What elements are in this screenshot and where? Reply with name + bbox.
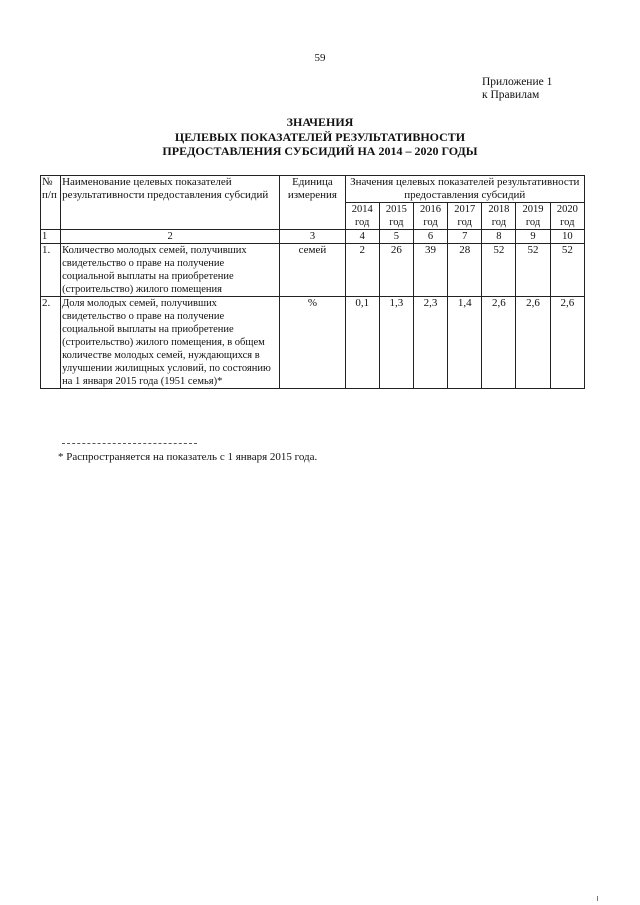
indicator-value: 26: [379, 244, 413, 297]
indicator-value: 52: [516, 244, 550, 297]
column-index: 9: [516, 230, 550, 244]
column-index-row: [41, 230, 585, 244]
column-index: 7: [448, 230, 482, 244]
appendix-line-1: Приложение 1: [482, 76, 553, 88]
indicator-value: 39: [413, 244, 447, 297]
table-row: [41, 297, 585, 389]
title-line-1: ЗНАЧЕНИЯ: [286, 115, 354, 129]
indicator-value: 2,6: [550, 297, 584, 389]
indicator-value: 2,6: [516, 297, 550, 389]
year-header: 2020 год: [550, 203, 584, 230]
column-index: 3: [280, 230, 345, 244]
footnote: * Распространяется на показатель с 1 января 2015 года.: [58, 451, 318, 463]
document-title: [0, 115, 640, 159]
title-line-2: ЦЕЛЕВЫХ ПОКАЗАТЕЛЕЙ РЕЗУЛЬТАТИВНОСТИ: [174, 129, 466, 144]
indicators-table: [40, 175, 585, 389]
indicator-name: Доля молодых семей, получивших свидетельство о праве на получение социальной выплаты на приобретение (строительство) жилого помещения, в общем количестве молодых семей, нуждающихся в улучшении жилищных условий, по состоянию на 1 января 2015 года (1951 семья)*: [61, 297, 280, 389]
indicator-value: 2,3: [413, 297, 447, 389]
appendix-line-2: к Правилам: [482, 89, 540, 101]
header-values: Значения целевых показателей результативности предоставления субсидий: [345, 176, 584, 203]
year-header: 2016 год: [413, 203, 447, 230]
column-index: 1: [41, 230, 61, 244]
scan-edge-mark: [597, 896, 598, 901]
indicator-value: 2,6: [482, 297, 516, 389]
indicator-unit: семей: [280, 244, 345, 297]
indicator-value: 0,1: [345, 297, 379, 389]
row-number: 2.: [41, 297, 61, 389]
header-num: № п/п: [41, 176, 61, 230]
column-index: 5: [379, 230, 413, 244]
year-header: 2018 год: [482, 203, 516, 230]
header-row: [41, 176, 585, 203]
page-number: 59: [314, 52, 326, 64]
column-index: 2: [61, 230, 280, 244]
year-header: 2019 год: [516, 203, 550, 230]
indicator-unit: %: [280, 297, 345, 389]
indicator-value: 52: [482, 244, 516, 297]
row-number: 1.: [41, 244, 61, 297]
indicator-value: 1,3: [379, 297, 413, 389]
header-name: Наименование целевых показателей результативности предоставления субсидий: [61, 176, 280, 230]
year-header: 2014 год: [345, 203, 379, 230]
indicator-value: 2: [345, 244, 379, 297]
indicator-value: 1,4: [448, 297, 482, 389]
column-index: 4: [345, 230, 379, 244]
column-index: 6: [413, 230, 447, 244]
column-index: 8: [482, 230, 516, 244]
indicator-name: Количество молодых семей, получивших свидетельство о праве на получение социальной выплаты на приобретение (строительство) жилого помещения: [61, 244, 280, 297]
appendix-reference: [482, 76, 552, 102]
year-header: 2017 год: [448, 203, 482, 230]
footnote-divider: [62, 443, 197, 444]
year-header: 2015 год: [379, 203, 413, 230]
title-line-3: ПРЕДОСТАВЛЕНИЯ СУБСИДИЙ НА 2014 – 2020 ГОДЫ: [162, 144, 478, 158]
indicator-value: 52: [550, 244, 584, 297]
indicator-value: 28: [448, 244, 482, 297]
table-row: [41, 244, 585, 297]
column-index: 10: [550, 230, 584, 244]
header-unit: Единица измерения: [280, 176, 345, 230]
